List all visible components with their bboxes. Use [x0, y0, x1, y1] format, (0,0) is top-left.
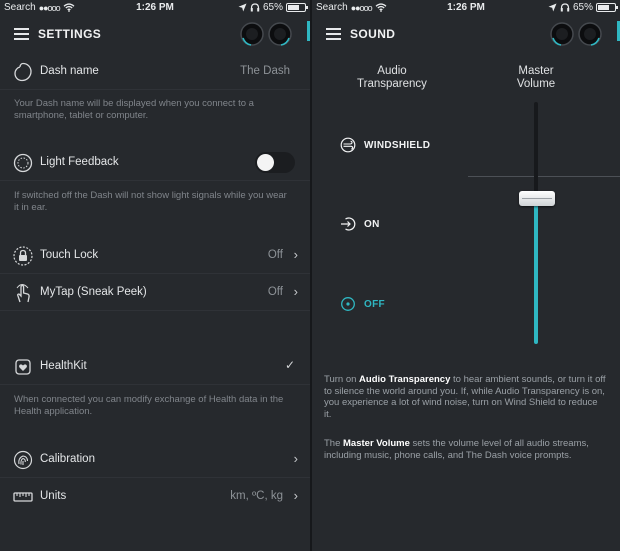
location-arrow-icon — [548, 3, 557, 12]
transparency-off-option[interactable]: OFF — [340, 294, 385, 314]
windshield-option[interactable]: WINDSHIELD — [340, 135, 430, 155]
units-label: Units — [40, 490, 67, 502]
healthkit-hint: When connected you can modify exchange of Health data in the Health application. — [14, 394, 284, 417]
battery-icon — [596, 3, 616, 12]
mytap-row[interactable] — [0, 278, 310, 308]
status-time: 1:26 PM — [136, 2, 174, 13]
battery-percent: 65% — [572, 2, 593, 13]
sound-screen — [312, 0, 620, 551]
status-bar — [312, 0, 620, 17]
master-volume-heading: Master Volume — [516, 65, 556, 90]
healthkit-label: HealthKit — [40, 360, 87, 372]
mytap-label: MyTap (Sneak Peek) — [40, 286, 147, 298]
menu-icon[interactable] — [14, 28, 29, 40]
earbuds-status-icon[interactable] — [546, 20, 606, 48]
signal-strength: ●●ooo — [350, 2, 372, 13]
signal-strength: ●●ooo — [38, 2, 60, 13]
settings-header — [0, 17, 310, 51]
transparency-off-icon — [340, 296, 356, 312]
sound-header — [312, 17, 620, 51]
divider — [0, 384, 310, 385]
units-row[interactable] — [0, 482, 310, 512]
master-volume-fill — [534, 199, 538, 344]
page-title: SETTINGS — [38, 27, 102, 41]
earbuds-status-icon[interactable] — [236, 20, 296, 48]
windshield-icon — [340, 137, 356, 153]
chevron-right-icon: › — [293, 284, 298, 299]
divider — [0, 89, 310, 90]
calibration-row[interactable] — [0, 445, 310, 475]
master-volume-slider[interactable] — [534, 102, 538, 344]
page-title: SOUND — [350, 27, 396, 41]
mytap-value: Off — [267, 286, 283, 298]
light-feedback-row — [0, 148, 310, 178]
tap-gesture-icon — [12, 282, 34, 304]
dash-name-label: Dash name — [40, 65, 99, 77]
calibration-label: Calibration — [40, 453, 95, 465]
light-feedback-icon — [12, 152, 34, 174]
fingerprint-icon — [12, 449, 34, 471]
chevron-right-icon: › — [293, 247, 298, 262]
audio-transparency-heading: Audio Transparency — [357, 65, 427, 90]
padlock-icon — [12, 245, 34, 267]
headphones-icon — [250, 3, 260, 12]
checkmark-icon: ✓ — [284, 358, 295, 372]
transparency-on-option[interactable]: ON — [340, 214, 380, 234]
edge-accent — [307, 21, 310, 41]
touch-lock-value: Off — [267, 249, 283, 261]
healthkit-row[interactable] — [0, 352, 310, 382]
ruler-icon — [12, 486, 34, 508]
health-heart-icon — [12, 356, 34, 378]
back-to-search-link[interactable]: Search — [316, 2, 348, 13]
transparency-level-line — [468, 176, 620, 177]
status-time: 1:26 PM — [447, 2, 485, 13]
dash-name-value: The Dash — [240, 65, 290, 77]
menu-icon[interactable] — [326, 28, 341, 40]
chevron-right-icon: › — [293, 451, 298, 466]
transparency-on-icon — [340, 216, 356, 232]
chevron-right-icon: › — [293, 488, 298, 503]
light-feedback-label: Light Feedback — [40, 156, 119, 168]
touch-lock-row[interactable] — [0, 241, 310, 271]
location-arrow-icon — [238, 3, 247, 12]
divider — [0, 180, 310, 181]
units-value: km, ºC, kg — [230, 490, 283, 502]
master-volume-thumb[interactable] — [519, 191, 555, 206]
battery-icon — [286, 3, 306, 12]
divider — [0, 477, 310, 478]
dash-name-hint: Your Dash name will be displayed when you connect to a smartphone, tablet or computer. — [14, 98, 254, 121]
master-volume-description: The Master Volume sets the volume level of all audio streams, including music, phone calls, and The Dash voice prompts. — [324, 438, 589, 461]
touch-lock-label: Touch Lock — [40, 249, 99, 261]
headphones-icon — [560, 3, 570, 12]
dash-name-row[interactable] — [0, 57, 310, 87]
battery-percent: 65% — [262, 2, 283, 13]
status-bar — [0, 0, 310, 17]
light-feedback-hint: If switched off the Dash will not show light signals while you wear it in ear. — [14, 190, 287, 213]
dash-name-icon — [12, 61, 34, 83]
back-to-search-link[interactable]: Search — [4, 2, 36, 13]
divider — [0, 273, 310, 274]
audio-transparency-description: Turn on Audio Transparency to hear ambient sounds, or turn it off to silence the world around you. If, while Audio Transparency is on, you experience a lot of wind noise, turn on Wind Shield to reduce it. — [324, 374, 606, 420]
divider — [0, 310, 310, 311]
toggle-knob — [257, 154, 274, 171]
light-feedback-toggle[interactable] — [255, 152, 295, 173]
